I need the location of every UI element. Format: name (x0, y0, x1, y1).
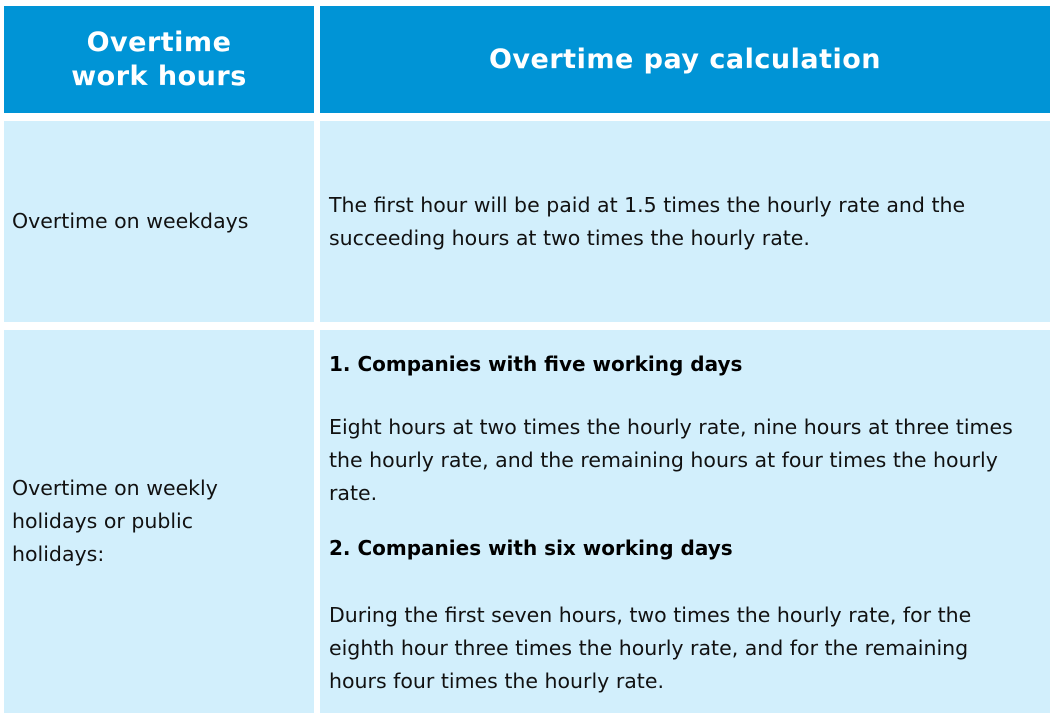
row-holidays-hours-cell (4, 330, 314, 713)
row-weekdays-hours: Overtime on weekdays (12, 209, 249, 233)
section-five-working-days-text: Eight hours at two times the hourly rate, nine hours at three times the hourly rate, and the remaining hours at four times the hourly rate. (329, 414, 1013, 505)
header-overtime-work-hours-label: Overtime work hours (71, 26, 247, 92)
header-overtime-pay-calculation (320, 6, 1050, 113)
row-holidays-calculation-cell (320, 330, 1050, 713)
row-holidays-hours: Overtime on weekly holidays or public holidays: (12, 476, 218, 566)
section-five-working-days-title: 1. Companies with five working days (329, 351, 743, 376)
section-six-working-days-text: During the first seven hours, two times the hourly rate, for the eighth hour three times the hourly rate, and for the remaining hours four times the hourly rate. (329, 602, 972, 693)
row-weekdays-hours-cell (4, 121, 314, 322)
row-weekdays-calculation-cell (320, 121, 1050, 322)
header-overtime-pay-calculation-label: Overtime pay calculation (488, 43, 882, 75)
row-weekdays-calculation: The first hour will be paid at 1.5 times the hourly rate and the succeeding hours at two times the hourly rate. (329, 192, 966, 250)
section-six-working-days-title: 2. Companies with six working days (329, 535, 733, 560)
header-overtime-work-hours (4, 6, 314, 113)
